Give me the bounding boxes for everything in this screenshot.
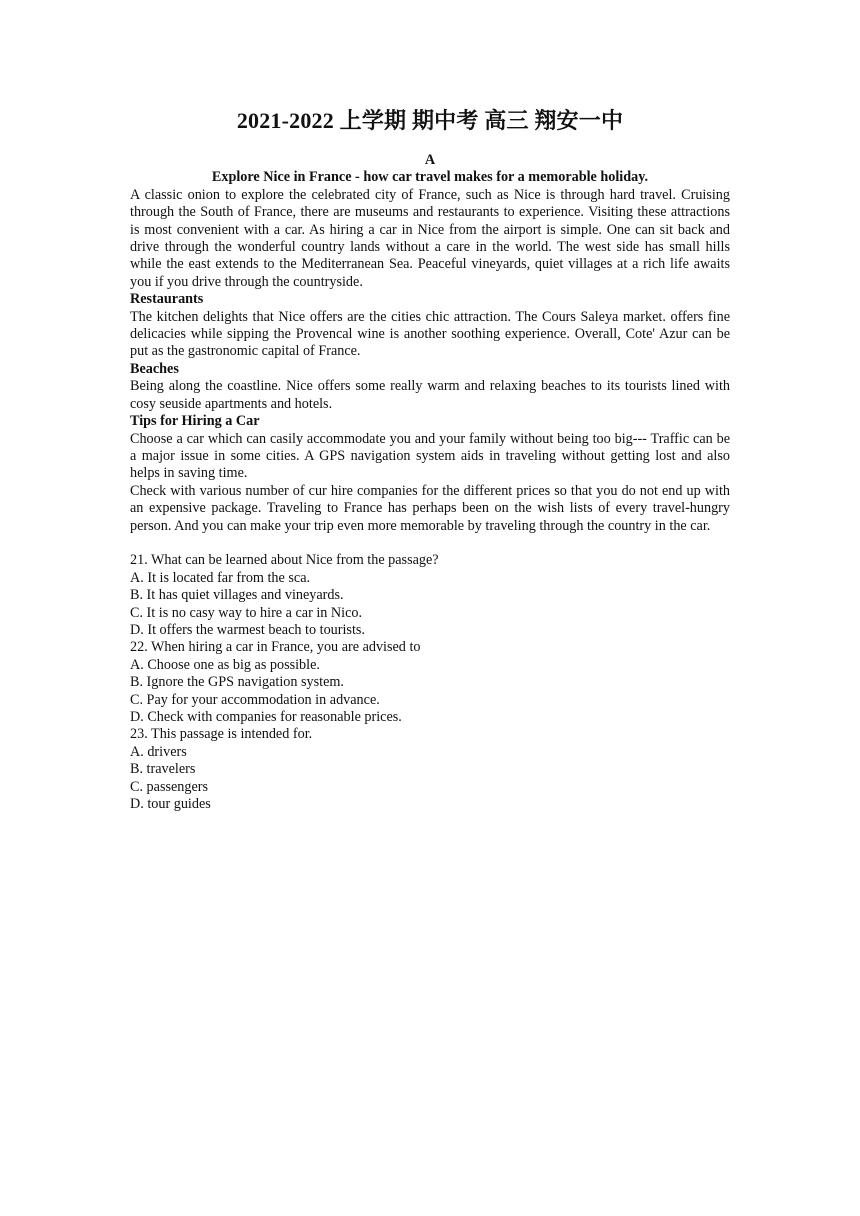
question-option: B. travelers [130,761,196,778]
question-option: C. Pay for your accommodation in advance. [130,691,380,708]
question-block [130,639,730,726]
question-block [130,552,730,639]
intro-paragraph: A classic onion to explore the celebrated city of France, such as Nice is through hard travel. Cruising through the South of France, there are museums and restaurants to experience. Visiting these attractions is most convenient with a car. As hiring a car in Nice from the airport is simple. One can sit back and drive through the wonderful country lands without a care in the world. The west side has small hills while the east extends to the Mediterranean Sea. Peaceful vineyards, quiet villages at a rich life awaits you if you drive through the countryside. [130,186,730,290]
question-option: A. Choose one as big as possible. [130,656,320,673]
question-option: B. Ignore the GPS navigation system. [130,674,344,691]
spacer [130,535,730,552]
passage-headline: Explore Nice in France - how car travel makes for a memorable holiday. [211,169,649,186]
question-option: D. It offers the warmest beach to tourists. [130,621,365,638]
question-option: D. Check with companies for reasonable prices. [130,708,402,725]
question-stem: 21. What can be learned about Nice from the passage? [130,552,439,569]
question-option: B. It has quiet villages and vineyards. [130,587,344,604]
section-label: A [424,152,436,168]
passage-content [130,152,730,813]
question-stem: 23. This passage is intended for. [130,726,313,743]
beaches-heading: Beaches [130,360,179,377]
page-title: 2021-2022 上学期 期中考 高三 翔安一中 [236,108,624,133]
tips-paragraph-1: Choose a car which can casily accommodate you and your family without being too big--- Traffic can be a major issue in some cities. A GPS navigation system aids in traveling without getting lost and also helps in saving time. [130,430,730,482]
question-option: A. drivers [130,743,187,760]
question-option: C. passengers [130,778,209,795]
tips-paragraph-2: Check with various number of cur hire companies for the different prices so that you do not end up with an expensive package. Traveling to France has perhaps been on the wish lists of every travel-hungry person. And you can make your trip even more memorable by traveling through the country in the car. [130,482,730,534]
beaches-paragraph: Being along the coastline. Nice offers some really warm and relaxing beaches to its tourists lined with cosy seuside apartments and hotels. [130,378,730,412]
restaurants-heading: Restaurants [130,291,204,308]
tips-heading: Tips for Hiring a Car [130,413,260,430]
question-block [130,726,730,813]
question-stem: 22. When hiring a car in France, you are advised to [130,639,421,656]
question-option: C. It is no casy way to hire a car in Nico. [130,604,363,621]
question-option: D. tour guides [130,796,211,813]
restaurants-paragraph: The kitchen delights that Nice offers are the cities chic attraction. The Cours Saleya market. offers fine delicacies while sipping the Provencal wine is another soothing experience. Overall, Cote' Azur can be put as the gastronomic capital of France. [130,308,730,360]
question-option: A. It is located far from the sca. [130,569,311,586]
